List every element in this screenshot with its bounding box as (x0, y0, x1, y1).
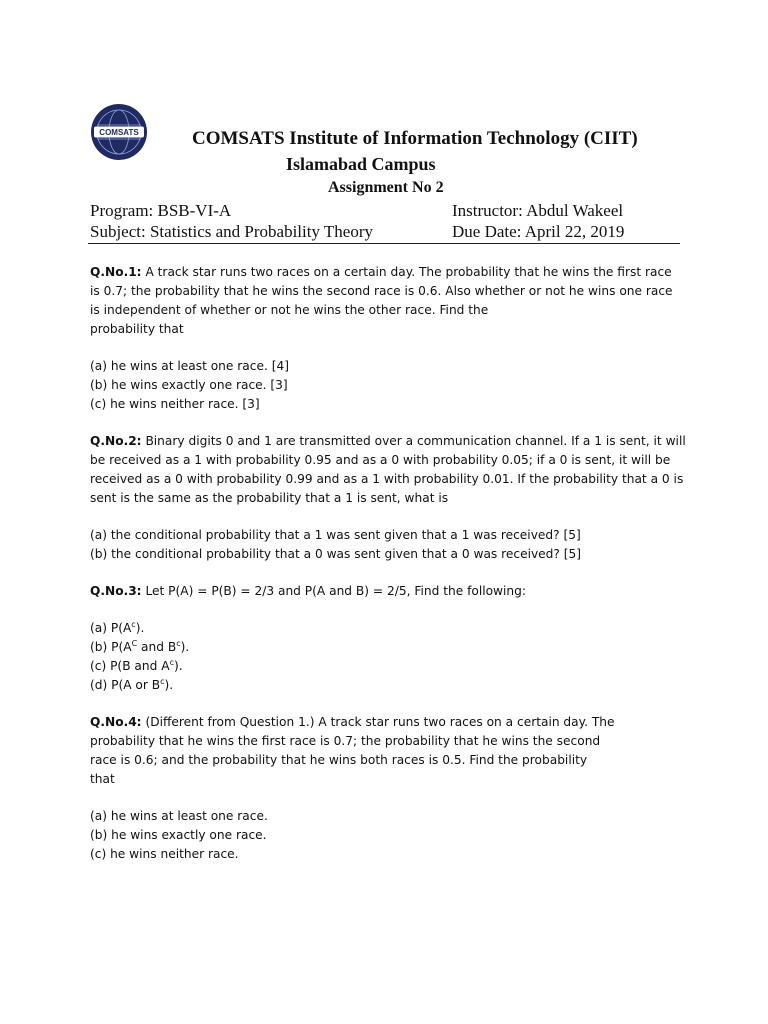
question-part: (c) he wins neither race. [3] (90, 397, 260, 411)
question-part: (b) $P(A^C$ and $B^c$). (90, 638, 190, 654)
question-part: (a) he wins at least one race. [4] (90, 359, 289, 373)
assignment-body (90, 263, 690, 882)
question-4 (90, 713, 690, 789)
question-label: Q.No.1: (90, 265, 142, 279)
question-label: Q.No.4: (90, 715, 142, 729)
question-1-parts (90, 357, 690, 414)
question-3 (90, 582, 690, 601)
question-text: race is 0.6; and the probability that he wins both races is 0.5. Find the probability (90, 753, 588, 767)
subject-line: Subject: Statistics and Probability Theory (90, 222, 373, 241)
question-part: (b) the conditional probability that a 0 was sent given that a 0 was received? [5] (90, 547, 582, 561)
question-part: (a) the conditional probability that a 1 was sent given that a 1 was received? [5] (90, 528, 581, 542)
question-2-parts (90, 526, 690, 564)
question-text: is independent of whether or not he wins the other race. Find the (90, 303, 489, 317)
question-3-parts (90, 619, 690, 695)
instructor-line: Instructor: Abdul Wakeel (452, 201, 624, 220)
logo-text: COMSATS (99, 128, 139, 137)
question-part: (a) he wins at least one race. (90, 809, 268, 823)
question-label: Q.No.3: (90, 584, 142, 598)
header-divider (88, 243, 680, 244)
question-text: A track star runs two races on a certain day. The probability that he wins the first race (145, 265, 672, 279)
question-part: (c) he wins neither race. (90, 847, 239, 861)
question-part: (d) P(A or $B^c$). (90, 676, 174, 692)
question-text: (Different from Question 1.) A track star runs two races on a certain day. The (145, 715, 615, 729)
institute-name: COMSATS Institute of Information Technology (CIIT) (192, 128, 638, 149)
question-text: Binary digits 0 and 1 are transmitted over a communication channel. If a 1 is sent, it will (145, 434, 686, 448)
question-text: probability that (90, 322, 184, 336)
question-part: (b) he wins exactly one race. (90, 828, 267, 842)
comsats-logo (90, 103, 148, 161)
assignment-title: Assignment No 2 (328, 179, 444, 196)
question-text: probability that he wins the first race is 0.7; the probability that he wins the second (90, 734, 601, 748)
question-part: (a) $P(A^c)$. (90, 619, 145, 635)
question-text: received as a 0 with probability 0.99 and as a 1 with probability 0.01. If the probability that a 0 is (90, 472, 684, 486)
question-part: (c) P(B and $A^c$). (90, 657, 183, 673)
question-text: that (90, 772, 115, 786)
question-text: be received as a 1 with probability 0.95 and as a 0 with probability 0.05; if a 0 is sent, it will be (90, 453, 671, 467)
question-text: is 0.7; the probability that he wins the second race is 0.6. Also whether or not he wins one race (90, 284, 673, 298)
question-text: Let P(A) = P(B) = 2/3 and P(A and B) = 2/5, Find the following: (145, 584, 526, 598)
question-4-parts (90, 807, 690, 864)
question-1 (90, 263, 690, 339)
program-line: Program: BSB-VI-A (90, 201, 232, 220)
question-label: Q.No.2: (90, 434, 142, 448)
question-text: sent is the same as the probability that a 1 is sent, what is (90, 491, 449, 505)
question-part: (b) he wins exactly one race. [3] (90, 378, 288, 392)
question-2 (90, 432, 690, 508)
due-date-line: Due Date: April 22, 2019 (452, 222, 625, 241)
campus-name: Islamabad Campus (286, 154, 436, 174)
